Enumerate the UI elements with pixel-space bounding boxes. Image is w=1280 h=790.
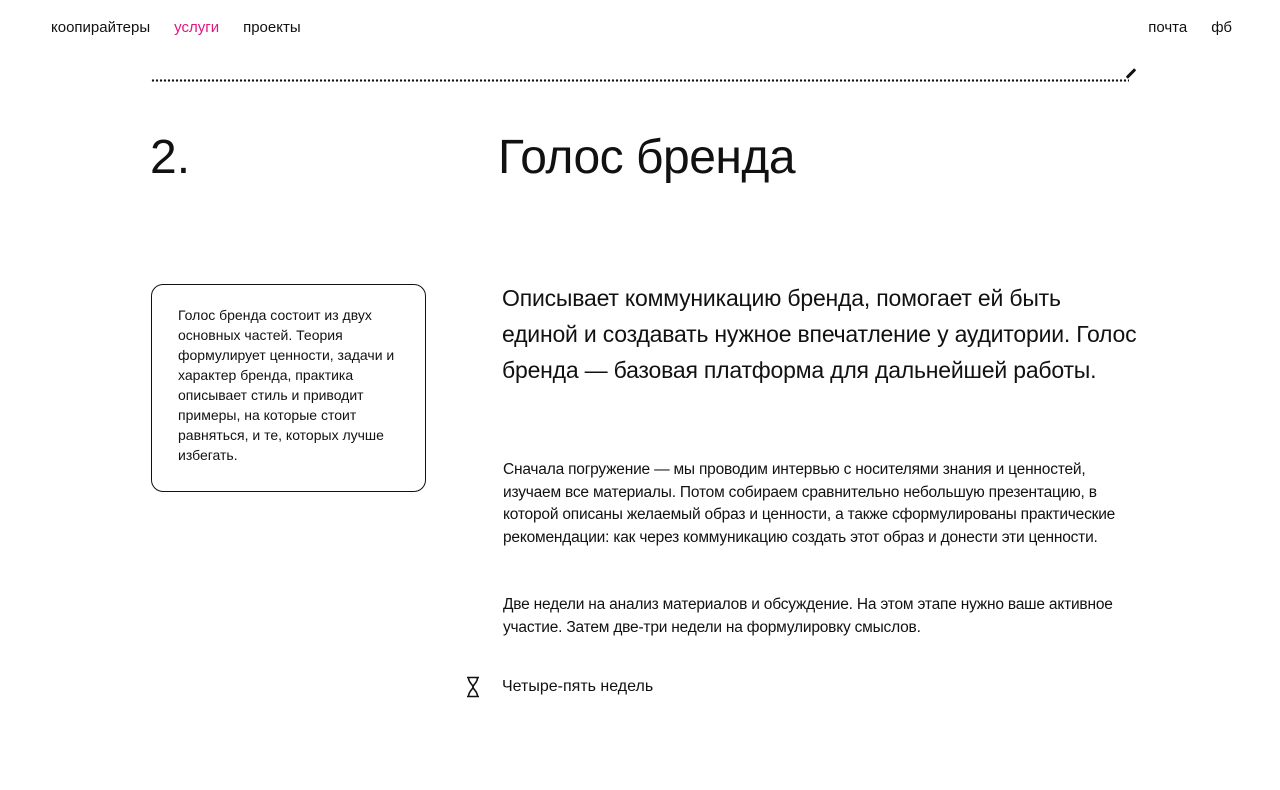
contact-nav xyxy=(1124,19,1232,36)
nav-link-services[interactable]: услуги xyxy=(174,19,220,36)
duration-text: Четыре-пять недель xyxy=(502,678,654,695)
pencil-icon xyxy=(1126,68,1137,79)
summary-card-text: Голос бренда состоит из двух основных частей. Теория формулирует ценности, задачи и характер бренда, практика описывает стиль и приводит примеры, на которые стоит равняться, и те, которых лучше избегать. xyxy=(178,307,395,463)
nav-link-copywriters[interactable]: коопирайтеры xyxy=(51,19,151,36)
main-nav xyxy=(51,19,325,36)
section-title: Голос бренда xyxy=(498,131,796,184)
lead-paragraph: Описывает коммуникацию бренда, помогает ей быть единой и создавать нужное впечатление у аудитории. Голос бренда — базовая платформа для дальнейшей работы. xyxy=(502,285,1137,383)
dotted-progress-line xyxy=(151,79,1129,82)
nav-link-mail[interactable]: почта xyxy=(1148,19,1188,36)
section-number: 2. xyxy=(150,131,191,184)
timeline-paragraph: Две недели на анализ материалов и обсуждение. На этом этапе нужно ваше активное участие. Затем две-три недели на формулировку смыслов. xyxy=(503,596,1113,636)
summary-card xyxy=(151,284,426,492)
process-paragraph: Сначала погружение — мы проводим интервью с носителями знания и ценностей, изучаем все материалы. Потом собираем сравнительно небольшую презентацию, в которой описаны желаемый образ и ценности, а также сформулированы практические рекомендации: как через коммуникацию создать этот образ и донести эти ценности. xyxy=(503,461,1116,546)
nav-link-facebook[interactable]: фб xyxy=(1211,19,1232,36)
duration xyxy=(465,676,653,698)
nav-link-projects[interactable]: проекты xyxy=(243,19,301,36)
hourglass-icon xyxy=(465,676,481,698)
